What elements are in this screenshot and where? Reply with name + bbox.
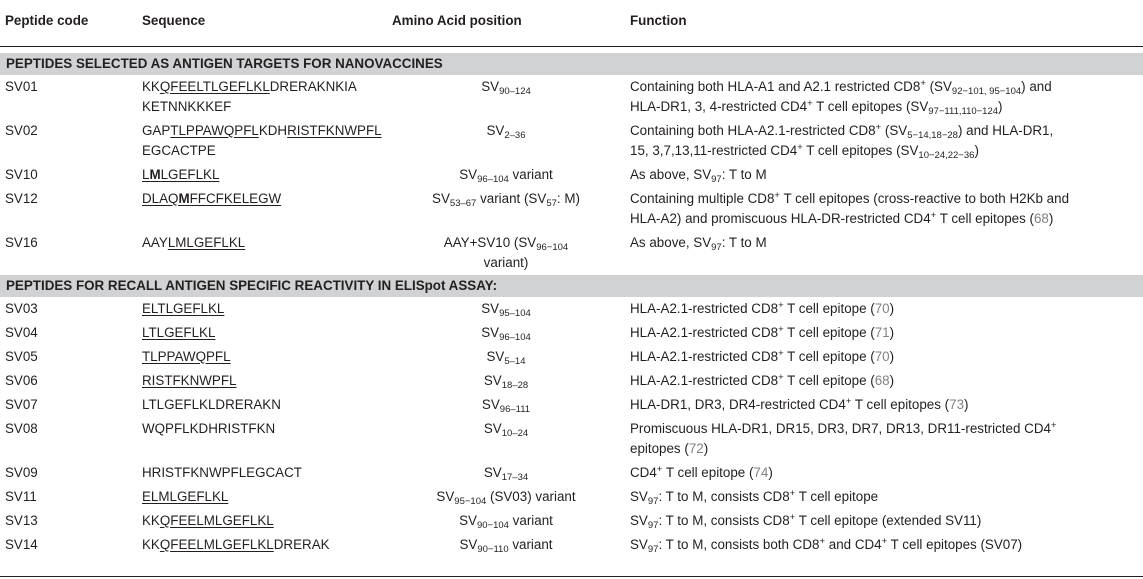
table-row <box>0 231 1143 275</box>
section-label: PEPTIDES FOR RECALL ANTIGEN SPECIFIC REACTIVITY IN ELISpot ASSAY: <box>0 275 1143 297</box>
section-nanovaccine <box>0 53 1143 75</box>
sequence: RISTFKNWPFL <box>142 372 237 388</box>
function: $SV_{97}$: T to M, consists both CD8+ and CD4+ T cell epitopes (SV07) <box>630 535 1023 555</box>
peptide-code: SV02 <box>5 122 38 138</box>
function: HLA-A2.1-restricted CD8+ T cell epitope (70) <box>630 347 895 364</box>
function: HLA-A2.1-restricted CD8+ T cell epitope (68) <box>630 371 895 388</box>
sequence: KKQFEELMLGEFLKLDRERAK <box>142 536 330 552</box>
amino-acid-position: $SV_{96-104}$ <box>481 324 531 343</box>
header-peptide-code: Peptide code <box>0 0 137 46</box>
reference-link[interactable]: 68 <box>874 372 890 388</box>
amino-acid-position: $SV_{18-28}$ <box>483 372 529 391</box>
amino-acid-position: $SV_{2-36}$ <box>486 122 526 141</box>
peptide-code: SV16 <box>5 234 38 250</box>
amino-acid-position: $SV_{53-67}$ variant ($SV_{57}$: M) <box>432 190 580 209</box>
table-row <box>0 417 1143 461</box>
table-row <box>0 163 1143 187</box>
function: As above, $SV_{97}$: T to M <box>630 234 767 253</box>
function: HLA-DR1, DR3, DR4-restricted CD4+ T cell epitopes (73) <box>630 395 969 412</box>
peptide-code: SV07 <box>5 396 38 412</box>
table-header <box>0 0 1143 46</box>
table-row <box>0 187 1143 231</box>
function: Promiscuous HLA-DR1, DR15, DR3, DR7, DR13, DR11-restricted CD4+ epitopes (72) <box>630 419 1057 456</box>
table-row <box>0 321 1143 345</box>
peptide-code: SV06 <box>5 372 38 388</box>
table-row <box>0 75 1143 119</box>
sequence: GAPTLPPAWQPFLKDHRISTFKNWPFL EGCACTPE <box>142 122 382 158</box>
amino-acid-position: $SV_{96-104}$ variant <box>459 166 553 185</box>
table-row <box>0 297 1143 321</box>
table-row <box>0 485 1143 509</box>
table-row <box>0 119 1143 163</box>
reference-link[interactable]: 68 <box>1033 210 1049 226</box>
section-recall <box>0 275 1143 297</box>
peptide-code: SV09 <box>5 464 38 480</box>
amino-acid-position: $SV_{5-14}$ <box>486 348 526 367</box>
table-row <box>0 345 1143 369</box>
amino-acid-position: $SV_{95-104}$ <box>481 300 531 319</box>
reference-link[interactable]: 72 <box>688 440 704 456</box>
sequence: LTLGEFLKLDRERAKN <box>142 396 281 412</box>
function: Containing both HLA-A2.1-restricted CD8+ $(SV_{5-14,18-28})$ and HLA-DR1, 15, 3,7,13,11-restricted CD4+ T cell epitopes $(SV_{10-24,22-36})$ <box>630 121 1054 161</box>
sequence: LMLGEFLKL <box>142 166 220 182</box>
amino-acid-position: $SV_{96-111}$ <box>481 396 531 415</box>
reference-link[interactable]: 70 <box>874 300 890 316</box>
table-row <box>0 533 1143 557</box>
table-row <box>0 369 1143 393</box>
amino-acid-position: $SV_{90-110}$ variant <box>459 536 553 555</box>
sequence: KKQFEELTLGEFLKLDRERAKNKIA KETNNKKKEF <box>142 78 357 114</box>
sequence: WQPFLKDHRISTFKN <box>142 420 276 436</box>
peptide-code: SV04 <box>5 324 38 340</box>
amino-acid-position: $SV_{95-104}$ (SV03) variant <box>436 488 576 507</box>
function: CD4+ T cell epitope (74) <box>630 463 773 480</box>
header-function: Function <box>625 0 1143 46</box>
amino-acid-position: $SV_{90-124}$ <box>481 78 531 97</box>
header-amino-acid-position: Amino Acid position <box>387 0 625 46</box>
function: $SV_{97}$: T to M, consists CD8+ T cell epitope (extended SV11) <box>630 511 982 531</box>
sequence: ELMLGEFLKL <box>142 488 229 504</box>
reference-link[interactable]: 73 <box>949 396 965 412</box>
reference-link[interactable]: 71 <box>874 324 890 340</box>
sequence: AAYLMLGEFLKL <box>142 234 246 250</box>
reference-link[interactable]: 74 <box>753 464 769 480</box>
peptide-code: SV01 <box>5 78 38 94</box>
peptide-code: SV10 <box>5 166 38 182</box>
table-bottom-rule <box>0 576 1143 577</box>
reference-link[interactable]: 70 <box>874 348 890 364</box>
sequence: ELTLGEFLKL <box>142 300 225 316</box>
sequence: HRISTFKNWPFLEGCACT <box>142 464 302 480</box>
section-label: PEPTIDES SELECTED AS ANTIGEN TARGETS FOR NANOVACCINES <box>0 53 1143 75</box>
peptide-code: SV14 <box>5 536 38 552</box>
function: As above, $SV_{97}$: T to M <box>630 166 767 185</box>
header-sequence: Sequence <box>137 0 387 46</box>
amino-acid-position: $SV_{10-24}$ <box>483 420 529 439</box>
amino-acid-position: $SV_{17-34}$ <box>483 464 529 483</box>
sequence: TLPPAWQPFL <box>142 348 231 364</box>
function: Containing both HLA-A1 and A2.1 restricted CD8+ $(SV_{92-101, 95-104})$ and HLA-DR1, 3, 4-restricted CD4+ T cell epitopes $(SV_{97-111,110-124})$ <box>630 77 1052 117</box>
peptide-code: SV08 <box>5 420 38 436</box>
function: $SV_{97}$: T to M, consists CD8+ T cell epitope <box>630 487 879 507</box>
sequence: DLAQMFFCFKELEGW <box>142 190 282 206</box>
amino-acid-position: AAY+SV10 ($SV_{96-104}$ variant) <box>443 234 569 270</box>
sequence: KKQFEELMLGEFLKL <box>142 512 274 528</box>
peptide-code: SV13 <box>5 512 38 528</box>
peptide-code: SV12 <box>5 190 38 206</box>
table-row <box>0 393 1143 417</box>
peptide-code: SV11 <box>5 488 37 504</box>
function: Containing multiple CD8+ T cell epitopes (cross-reactive to both H2Kb and HLA-A2) and promiscuous HLA-DR-restricted CD4+ T cell epitopes (68) <box>630 189 1070 226</box>
amino-acid-position: $SV_{90-104}$ variant <box>459 512 553 531</box>
sequence: LTLGEFLKL <box>142 324 216 340</box>
table-row <box>0 461 1143 485</box>
function: HLA-A2.1-restricted CD8+ T cell epitope (71) <box>630 323 895 340</box>
peptide-code: SV03 <box>5 300 38 316</box>
table-row <box>0 509 1143 533</box>
peptide-code: SV05 <box>5 348 38 364</box>
function: HLA-A2.1-restricted CD8+ T cell epitope (70) <box>630 299 895 316</box>
